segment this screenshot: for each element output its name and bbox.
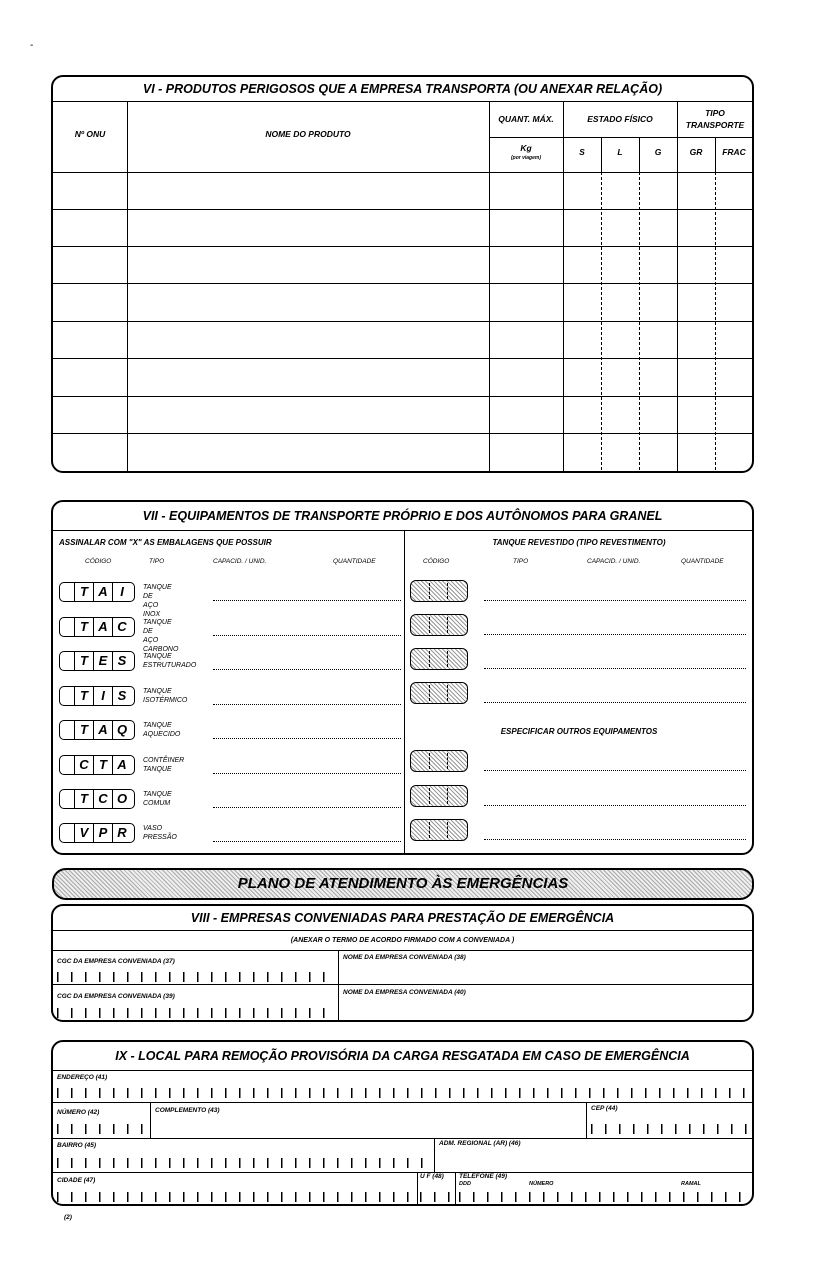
telefone-label: TELEFONE (49): [459, 1173, 508, 1180]
code-box[interactable]: T E S: [59, 651, 135, 671]
bairro-label: BAIRRO (45): [57, 1142, 97, 1149]
col-kg-sub: (por viagem): [510, 155, 541, 161]
shaded-code-box[interactable]: [410, 785, 468, 807]
complemento-label: COMPLEMENTO (43): [155, 1107, 220, 1114]
col-divider: [417, 1172, 418, 1204]
section-vii: [51, 500, 754, 855]
header-bottom-line: [53, 172, 752, 173]
section-ix-title: IX - LOCAL PARA REMOÇÃO PROVISÓRIA DA CARGA RESGATADA EM CASO DE EMERGÊNCIA: [53, 1042, 752, 1071]
table-row: [53, 358, 752, 359]
section-vi: [51, 75, 754, 473]
fill-line: [213, 669, 401, 670]
col-nome-header: NOME DO PRODUTO: [265, 129, 351, 139]
equip-desc: CONTÊINER TANQUE: [143, 757, 185, 773]
uf-field[interactable]: [420, 1192, 450, 1202]
tipo-header: TIPO: [149, 558, 165, 565]
fill-line: [484, 839, 746, 840]
shaded-code-box[interactable]: [410, 614, 468, 636]
equip-desc: TANQUE DE AÇO CARBONO: [143, 619, 179, 653]
col-divider: [601, 137, 602, 172]
fill-line: [213, 807, 401, 808]
fill-line: [484, 634, 746, 635]
row-line: [53, 950, 752, 951]
fill-line: [484, 668, 746, 669]
table-row: [53, 283, 752, 284]
uf-label: U F (48): [420, 1173, 444, 1180]
capacid-header-right: CAPACID. / UNID.: [587, 558, 641, 565]
numero-field[interactable]: [57, 1124, 145, 1134]
col-divider: [404, 530, 405, 853]
shaded-code-box[interactable]: [410, 750, 468, 772]
row-line: [53, 1138, 752, 1139]
col-l-header: L: [617, 147, 623, 157]
col-divider: [338, 950, 339, 1020]
col-quant-header: QUANT. MÁX.: [498, 114, 554, 124]
col-s-header: S: [579, 147, 585, 157]
header-mid-line: [489, 137, 752, 138]
capacid-header: CAPACID. / UNID.: [213, 558, 267, 565]
code-box[interactable]: T I S: [59, 686, 135, 706]
quantidade-header-right: QUANTIDADE: [681, 558, 724, 565]
endereco-label: ENDEREÇO (41): [57, 1074, 108, 1081]
shaded-code-box[interactable]: [410, 819, 468, 841]
left-heading: ASSINALAR COM "X" AS EMBALAGENS QUE POSSUIR: [59, 538, 272, 547]
code-box[interactable]: C T A: [59, 755, 135, 775]
nome2-label: NOME DA EMPRESA CONVENIADA (40): [343, 989, 466, 996]
col-divider: [639, 137, 640, 172]
outros-heading: ESPECIFICAR OUTROS EQUIPAMENTOS: [500, 727, 658, 736]
section-ix: [51, 1040, 754, 1206]
numero-label: NÚMERO (42): [57, 1109, 100, 1116]
cgc2-field[interactable]: [57, 1008, 335, 1018]
equip-desc: TANQUE DE AÇO INOX: [143, 584, 172, 618]
right-heading: TANQUE REVESTIDO (TIPO REVESTIMENTO): [492, 538, 666, 547]
row-line: [53, 984, 752, 985]
telefone-field[interactable]: [459, 1192, 747, 1202]
cidade-field[interactable]: [57, 1192, 413, 1202]
cidade-label: CIDADE (47): [57, 1177, 96, 1184]
tipo-header-right: TIPO: [513, 558, 529, 565]
cep-label: CEP (44): [591, 1105, 618, 1112]
equip-desc: TANQUE ISOTÉRMICO: [143, 688, 188, 704]
table-row: [53, 433, 752, 434]
col-tipo-header: TIPO TRANSPORTE: [685, 108, 745, 130]
cgc2-label: CGC DA EMPRESA CONVENIADA (39): [57, 993, 175, 1000]
nome1-label: NOME DA EMPRESA CONVENIADA (38): [343, 954, 466, 961]
row-line: [53, 1102, 752, 1103]
numero-tel-label: NÚMERO: [529, 1181, 554, 1187]
col-g-header: G: [654, 147, 662, 157]
fill-line: [484, 600, 746, 601]
equip-desc: VASO PRESSÃO: [143, 825, 177, 841]
fill-line: [213, 841, 401, 842]
codigo-header-right: CÓDIGO: [423, 558, 450, 565]
col-divider: [455, 1172, 456, 1204]
dashed-divider: [639, 172, 640, 473]
equip-desc: TANQUE AQUECIDO: [143, 722, 181, 738]
fill-line: [484, 770, 746, 771]
col-divider: [434, 1138, 435, 1172]
col-divider: [715, 137, 716, 172]
shaded-code-box[interactable]: [410, 580, 468, 602]
fill-line: [484, 805, 746, 806]
bairro-field[interactable]: [57, 1158, 429, 1168]
quantidade-header: QUANTIDADE: [333, 558, 376, 565]
col-kg-header: Kg: [520, 143, 532, 153]
dashed-divider: [715, 172, 716, 473]
section-viii-title: VIII - EMPRESAS CONVENIADAS PARA PRESTAÇÃO DE EMERGÊNCIA: [53, 906, 752, 931]
fill-line: [213, 635, 401, 636]
page-marker: -: [30, 40, 34, 51]
col-divider: [150, 1102, 151, 1138]
table-row: [53, 209, 752, 210]
section-viii: [51, 904, 754, 1022]
shaded-code-box[interactable]: [410, 682, 468, 704]
page-number: (2): [64, 1214, 72, 1221]
code-box[interactable]: T A C: [59, 617, 135, 637]
cgc1-field[interactable]: [57, 972, 335, 982]
fill-line: [213, 773, 401, 774]
code-box[interactable]: T A I: [59, 582, 135, 602]
table-row: [53, 396, 752, 397]
code-box[interactable]: T A Q: [59, 720, 135, 740]
dashed-divider: [601, 172, 602, 473]
section-viii-subtitle: (ANEXAR O TERMO DE ACORDO FIRMADO COM A CONVENIADA ): [290, 937, 515, 944]
adm-label: ADM. REGIONAL (AR) (46): [439, 1140, 521, 1147]
equip-desc: TANQUE COMUM: [143, 791, 172, 807]
codigo-header: CÓDIGO: [85, 558, 112, 565]
ddd-label: DDD: [459, 1181, 471, 1187]
col-divider: [586, 1102, 587, 1138]
fill-line: [213, 704, 401, 705]
fill-line: [484, 702, 746, 703]
section-vi-title: VI - PRODUTOS PERIGOSOS QUE A EMPRESA TRANSPORTA (OU ANEXAR RELAÇÃO): [53, 77, 752, 102]
fill-line: [213, 738, 401, 739]
endereco-field[interactable]: [57, 1088, 747, 1098]
code-box[interactable]: V P R: [59, 823, 135, 843]
cep-field[interactable]: [591, 1124, 747, 1134]
code-box[interactable]: T C O: [59, 789, 135, 809]
col-gr-header: GR: [689, 147, 703, 157]
fill-line: [213, 600, 401, 601]
table-row: [53, 246, 752, 247]
emergency-plan-banner: PLANO DE ATENDIMENTO ÀS EMERGÊNCIAS: [52, 868, 754, 900]
col-divider: [127, 101, 128, 471]
cgc1-label: CGC DA EMPRESA CONVENIADA (37): [57, 958, 175, 965]
table-row: [53, 321, 752, 322]
ramal-label: RAMAL: [681, 1181, 701, 1187]
equip-desc: TANQUE ESTRUTURADO: [143, 653, 197, 669]
col-estado-header: ESTADO FÍSICO: [587, 114, 653, 124]
shaded-code-box[interactable]: [410, 648, 468, 670]
col-frac-header: FRAC: [722, 147, 746, 157]
col-onu-header: Nº ONU: [74, 129, 106, 139]
row-line: [53, 1172, 752, 1173]
section-vii-title: VII - EQUIPAMENTOS DE TRANSPORTE PRÓPRIO E DOS AUTÔNOMOS PARA GRANEL: [53, 502, 752, 531]
